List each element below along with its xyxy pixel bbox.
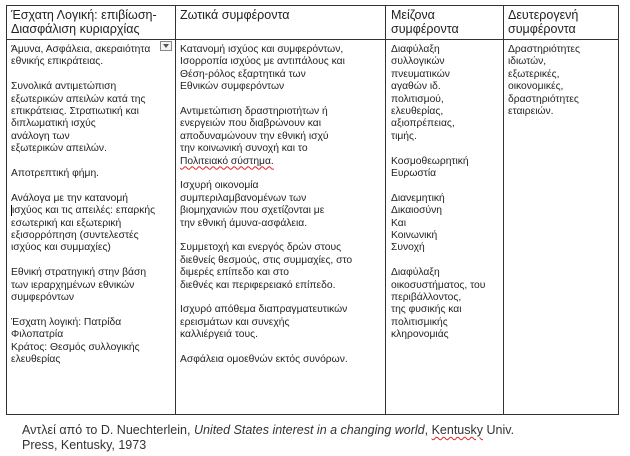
cell-line: τιμής.: [391, 130, 417, 142]
cell-line: την κοινωνική συνοχή και το: [180, 143, 308, 155]
cell-paragraph: [180, 180, 383, 230]
cell-line: οικοσυστήματος, του: [391, 279, 486, 291]
cell-line: αγαθών ιδ.: [391, 81, 441, 93]
cell-line: ισχύος και συμμαχίες): [11, 242, 111, 254]
cell-line: συλλογικών: [391, 56, 445, 68]
cell-line: Εθνικών συμφερόντων: [180, 81, 285, 93]
cell-line: πνευματικών: [391, 68, 450, 80]
column-major-interests: [391, 44, 501, 342]
cell-paragraph: [180, 354, 383, 366]
citation-line-1: [22, 423, 514, 438]
cell-line: περιβάλλοντος,: [391, 292, 462, 304]
cell-line: Δραστηριότητες: [508, 44, 580, 55]
cell-line: Διαφύλαξη: [391, 44, 440, 55]
citation-publisher-place: Kentusky: [431, 423, 484, 437]
cell-line: της φυσικής και: [391, 304, 462, 316]
cell-line: συμπεριλαμβανομένων των: [180, 192, 307, 204]
cell-line: εθνικής επικράτειας.: [11, 56, 104, 68]
cell-line: Κοσμοθεωρητική: [391, 155, 469, 167]
cell-line: εξωτερικές,: [508, 68, 560, 80]
cell-line: ισχύος και τις απειλές: επαρκής: [12, 205, 156, 217]
cell-paragraph: [11, 44, 175, 69]
cell-line: αποδυναμώνουν την εθνική ισχύ: [180, 130, 329, 142]
cell-line: Συνολικά αντιμετώπιση: [11, 81, 117, 93]
cell-line: Κοινωνική: [391, 230, 438, 242]
citation-prefix: Αντλεί από το D. Nuechterlein,: [22, 423, 194, 437]
cell-paragraph: [11, 81, 175, 155]
column-secondary-interests: [508, 44, 618, 118]
cell-line: διπλωματική ισχύς: [11, 118, 96, 130]
cell-line: ελευθερίας: [11, 354, 61, 366]
source-citation: [22, 423, 514, 453]
cell-line: εσωτερική και εξωτερική: [11, 217, 122, 229]
column-ultimate-logic: [11, 44, 175, 366]
cell-line: Διαφύλαξη: [391, 267, 440, 279]
cell-line: Ευρωστία: [391, 168, 437, 180]
cell-line: Έσχατη λογική: Πατρίδα: [11, 316, 122, 328]
citation-book-title: United States interest in a changing world: [193, 423, 425, 437]
cell-line: Θέση-ρόλος εξαρτητικά των: [180, 68, 306, 80]
header-ultimate-logic: Έσχατη Λογική: επιβίωση-Διασφάλιση κυριαρχίας: [11, 8, 157, 36]
cell-line: εξισορρόπηση (συντελεστές: [11, 230, 139, 242]
cell-paragraph: [391, 156, 501, 181]
cell-line: διεθνές και περιφερειακό επίπεδο.: [180, 279, 336, 291]
cell-paragraph: [180, 304, 383, 341]
cell-line: πολιτισμού,: [391, 93, 444, 105]
cell-line: Ισορροπία ισχύος με αντιπάλους και: [180, 56, 345, 68]
cell-line: Άμυνα, Ασφάλεια, ακεραιότητα: [11, 44, 151, 55]
cell-paragraph: [11, 317, 175, 367]
citation-line-2: Press, Kentusky, 1973: [22, 438, 147, 452]
header-secondary-interests: Δευτερογενή συμφέροντα: [508, 8, 579, 36]
cell-line: Εθνική στρατηγική στην βάση: [11, 267, 147, 279]
cell-line: Συμμετοχή και ενεργός δρών στους: [180, 242, 342, 254]
cell-paragraph: [391, 193, 501, 255]
cell-line: των ιεραρχημένων εθνικών: [11, 279, 135, 291]
cell-line: πολιτισμικής: [391, 316, 448, 328]
cell-paragraph: [180, 106, 383, 168]
cell-line: Και: [391, 217, 406, 229]
column-divider: [385, 6, 386, 414]
cell-line: Φιλοπατρία: [11, 329, 64, 341]
cell-line: Ασφάλεια ομοεθνών εκτός συνόρων.: [180, 354, 348, 366]
header-major-interests: Μείζονα συμφέροντα: [391, 8, 459, 36]
cell-paragraph: [391, 44, 501, 143]
column-divider: [175, 6, 176, 414]
cell-paragraph: [11, 267, 175, 304]
cell-paragraph: [508, 44, 618, 118]
cell-line: Δικαιοσύνη: [391, 205, 443, 217]
cell-line: διμερές επίπεδο και στο: [180, 267, 289, 279]
cell-line: την εθνική άμυνα-ασφάλεια.: [180, 217, 308, 229]
cell-line: οικονομικές,: [508, 81, 564, 93]
cell-line: Ισχυρό απόθεμα διαπραγματευτικών: [180, 304, 348, 316]
cell-line: ελευθερίας,: [391, 106, 444, 118]
cell-line: καλλιέργειά τους.: [180, 329, 258, 341]
column-divider: [503, 6, 504, 414]
header-vital-interests: Ζωτικά συμφέροντα: [180, 8, 290, 22]
cell-line: Διανεμητική: [391, 192, 445, 204]
cell-line: κληρονομιάς: [391, 329, 449, 341]
cell-line: εξωτερικών απειλών κατά της: [11, 93, 146, 105]
cell-line: ιδιωτών,: [508, 56, 547, 68]
cell-line: ερεισμάτων και συνεχής: [180, 316, 290, 328]
cell-paragraph: [391, 267, 501, 341]
cell-line: Αντιμετώπιση δραστηριοτήτων ή: [180, 106, 328, 118]
cell-paragraph: [180, 44, 383, 94]
cell-line: εταιρειών.: [508, 106, 554, 118]
cell-line: ενεργειών που διαβρώνουν και: [180, 118, 322, 130]
cell-line: Πολιτειακό σύστημα.: [180, 155, 274, 167]
cell-line: ανάλογη των: [11, 130, 70, 142]
cell-line: επικράτειας. Στρατιωτική και: [11, 106, 139, 118]
interests-table: [6, 5, 619, 415]
header-divider: [7, 39, 618, 40]
cell-paragraph: [11, 193, 175, 255]
cell-paragraph: [180, 242, 383, 292]
cell-paragraph: [11, 168, 175, 180]
cell-line: Αποτρεπτική φήμη.: [11, 168, 100, 180]
cell-line: Ισχυρή οικονομία: [180, 180, 259, 192]
cell-line: αξιοπρέπειας,: [391, 118, 455, 130]
cell-line: Συνοχή: [391, 242, 425, 254]
cell-line: εξωτερικών απειλών.: [11, 143, 107, 155]
cell-line: Ανάλογα με την κατανομή: [11, 192, 129, 204]
column-vital-interests: [180, 44, 383, 366]
cell-line: διεθνείς θεσμούς, στις συμμαχίες, στο: [180, 254, 353, 266]
cell-line: δραστηριότητες: [508, 93, 579, 105]
cell-line: συμφερόντων: [11, 292, 75, 304]
citation-comma: ,: [424, 423, 432, 437]
citation-suffix: Univ.: [483, 423, 515, 437]
cell-line: βιομηχανιών που σχετίζονται με: [180, 205, 325, 217]
cell-line: Κατανομή ισχύος και συμφερόντων,: [180, 44, 344, 55]
cell-line: Κράτος: Θεσμός συλλογικής: [11, 341, 140, 353]
